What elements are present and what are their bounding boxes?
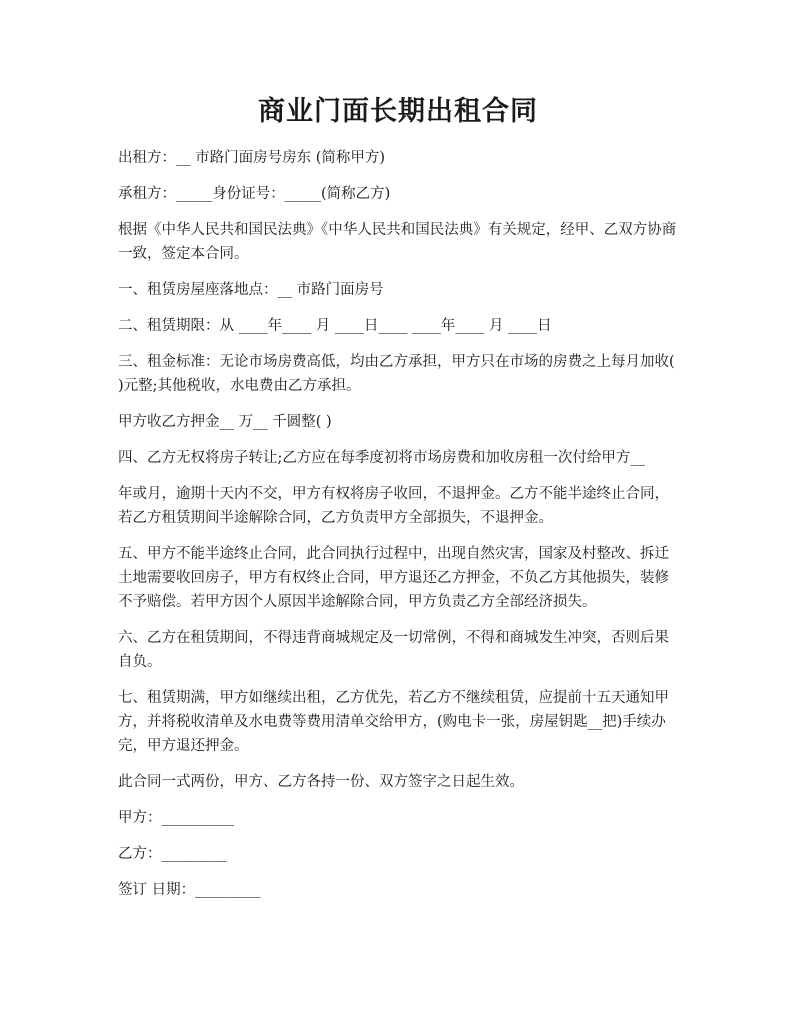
party-a-signature-line: 甲方：__________ (118, 810, 234, 826)
preamble-paragraph: 根据《中华人民共和国民法典》《中华人民共和国民法典》有关规定，经甲、乙双方协商一致，签定本合同。 (118, 222, 677, 262)
clause-3-rent: 三、租金标准：无论市场房费高低，均由乙方承担，甲方只在市场的房费之上每月加收( )元整;其他税收，水电费由乙方承担。 (118, 354, 675, 394)
lessor-line: 出租方：__ 市路门面房号房东 (简称甲方) (118, 150, 386, 166)
clause-1-location: 一、租赁房屋座落地点：__ 市路门面房号 (118, 282, 384, 298)
signing-date-line: 签订 日期：_________ (118, 882, 261, 898)
party-b-signature-line: 乙方：_________ (118, 846, 227, 862)
document-body (118, 146, 680, 914)
clause-5-termination: 五、甲方不能半途终止合同，此合同执行过程中，出现自然灾害，国家及村整改、拆迁土地需要收回房子，甲方有权终止合同，甲方退还乙方押金，不负乙方其他损失，装修不予赔偿。若甲方因个人原因半途解除合同，甲方负责乙方全部经济损失。 (118, 546, 669, 610)
clause-6-conduct: 六、乙方在租赁期间，不得违背商城规定及一切常例，不得和商城发生冲突，否则后果自负。 (118, 630, 669, 670)
clause-2-term: 二、租赁期限：从 ____年____ 月 ____日____ ____年____ 月 ____日 (118, 318, 552, 334)
deposit-line: 甲方收乙方押金__ 万__ 千圆整( ) (118, 414, 332, 430)
clause-4-transfer: 四、乙方无权将房子转让;乙方应在每季度初将市场房费和加收房租一次付给甲方__ (118, 450, 645, 466)
document-title: 商业门面长期出租合同 (258, 96, 538, 127)
clause-4-continued: 年或月，逾期十天内不交，甲方有权将房子收回，不退押金。乙方不能半途终止合同，若乙方租赁期间半途解除合同，乙方负责甲方全部损失，不退押金。 (118, 486, 669, 526)
copies-line: 此合同一式两份，甲方、乙方各持一份、双方签字之日起生效。 (118, 774, 524, 790)
clause-7-expiry: 七、租赁期满，甲方如继续出租，乙方优先，若乙方不继续租赁，应提前十五天通知甲方，并将税收清单及水电费等费用清单交给甲方，(购电卡一张，房屋钥匙__把)手续办完，甲方退还押金。 (118, 690, 669, 754)
lessee-line: 承租方：_____身份证号：_____(简称乙方) (118, 186, 391, 202)
